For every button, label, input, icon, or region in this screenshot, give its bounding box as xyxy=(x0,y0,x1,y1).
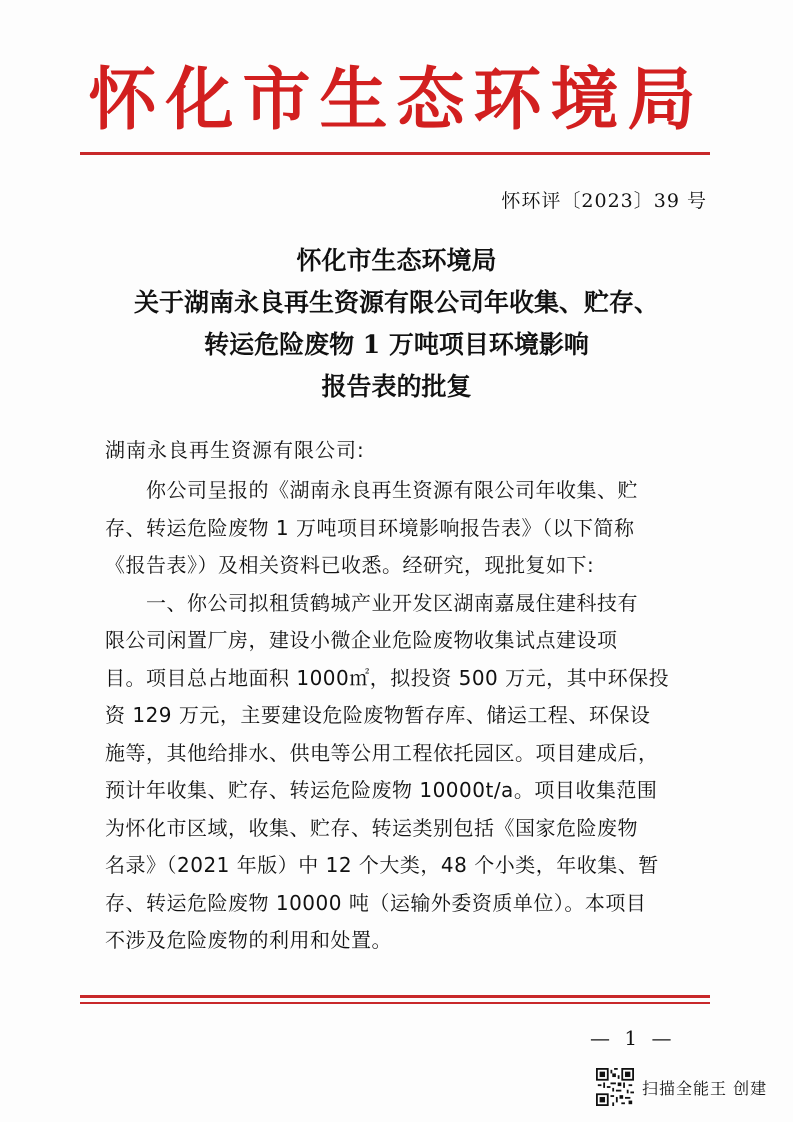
body-line: 存、转运危险废物 1 万吨项目环境影响报告表》（以下简称 xyxy=(105,515,635,540)
body-line: 不涉及危险废物的利用和处置。 xyxy=(105,928,392,952)
body-line: 目。项目总占地面积 1000㎡，拟投资 500 万元，其中环保投 xyxy=(105,665,670,690)
body-line: 存、转运危险废物 10000 吨（运输外委资质单位）。本项目 xyxy=(105,890,647,915)
body-line: 你公司呈报的《湖南永良再生资源有限公司年收集、贮 xyxy=(105,478,638,502)
body-text xyxy=(105,472,695,960)
agency-masthead: 怀化市生态环境局 xyxy=(88,60,705,140)
footer-divider-thin xyxy=(80,1002,710,1004)
body-line: 为怀化市区域，收集、贮存、转运类别包括《国家危险废物 xyxy=(105,815,638,840)
document-title xyxy=(0,240,793,408)
document-number: 怀环评〔2023〕39 号 xyxy=(501,190,707,212)
title-line: 报告表的批复 xyxy=(321,372,472,401)
body-line: 预计年收集、贮存、转运危险废物 10000t/a。项目收集范围 xyxy=(105,778,658,802)
title-line: 转运危险废物 1 万吨项目环境影响 xyxy=(204,330,589,359)
body-line: 施等，其他给排水、供电等公用工程依托园区。项目建成后， xyxy=(105,740,659,765)
scanner-credit-text: 扫描全能王 创建 xyxy=(642,1078,768,1098)
title-line: 怀化市生态环境局 xyxy=(296,246,497,275)
salutation: 湖南永良再生资源有限公司: xyxy=(105,438,365,462)
body-line: 一、你公司拟租赁鹤城产业开发区湖南嘉晟住建科技有 xyxy=(105,590,638,615)
body-line: 限公司闲置厂房，建设小微企业危险废物收集试点建设项 xyxy=(105,628,618,652)
title-line: 关于湖南永良再生资源有限公司年收集、贮存、 xyxy=(133,288,659,317)
footer-divider xyxy=(80,995,710,998)
page-number: — 1 — xyxy=(590,1026,676,1050)
body-line: 资 129 万元，主要建设危险废物暂存库、储运工程、环保设 xyxy=(105,703,651,727)
scanner-watermark xyxy=(596,1068,767,1106)
body-line: 《报告表》）及相关资料已收悉。经研究，现批复如下: xyxy=(105,553,595,577)
qr-code-icon xyxy=(596,1068,634,1106)
body-line: 名录》（2021 年版）中 12 个大类，48 个小类，年收集、暂 xyxy=(105,853,659,877)
masthead-divider xyxy=(80,152,710,155)
